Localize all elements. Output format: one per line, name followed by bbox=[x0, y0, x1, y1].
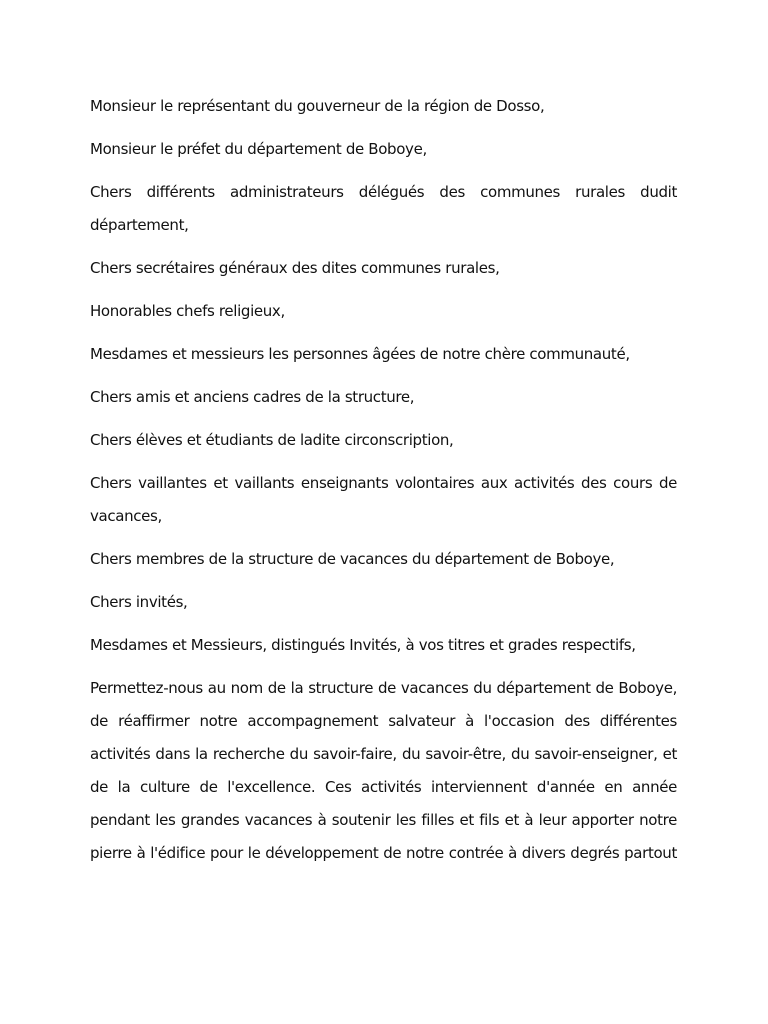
salutation-volunteer-teachers: Chers vaillantes et vaillants enseignants volontaires aux activités des cours de vacances, bbox=[90, 474, 677, 525]
salutation-secretaries: Chers secrétaires généraux des dites communes rurales, bbox=[90, 259, 500, 277]
body-paragraph-intro: Permettez-nous au nom de la structure de vacances du département de Boboye, de réaffirmer notre accompagnement salvateur à l'occasion des différentes activités dans la recherche du savoir-faire, du savoir-être, du savoir-enseigner, et de la culture de l'excellence. Ces activités interviennent d'année en année pendant les grandes vacances à soutenir les filles et fils et à leur apporter notre pierre à l'édifice pour le développement de notre contrée à divers degrés partout bbox=[90, 679, 677, 862]
salutation-friends-former-staff: Chers amis et anciens cadres de la structure, bbox=[90, 388, 415, 406]
salutation-distinguished-guests: Mesdames et Messieurs, distingués Invités, à vos titres et grades respectifs, bbox=[90, 636, 636, 654]
salutation-structure-members: Chers membres de la structure de vacances du département de Boboye, bbox=[90, 550, 615, 568]
salutation-administrators: Chers différents administrateurs délégués des communes rurales dudit département, bbox=[90, 183, 677, 234]
salutation-religious-chiefs: Honorables chefs religieux, bbox=[90, 302, 285, 320]
document-page bbox=[90, 90, 677, 880]
salutation-elders: Mesdames et messieurs les personnes âgées de notre chère communauté, bbox=[90, 345, 630, 363]
salutation-students: Chers élèves et étudiants de ladite circonscription, bbox=[90, 431, 454, 449]
salutation-guests: Chers invités, bbox=[90, 593, 188, 611]
salutation-governor-representative: Monsieur le représentant du gouverneur de la région de Dosso, bbox=[90, 97, 545, 115]
salutation-prefect: Monsieur le préfet du département de Boboye, bbox=[90, 140, 427, 158]
